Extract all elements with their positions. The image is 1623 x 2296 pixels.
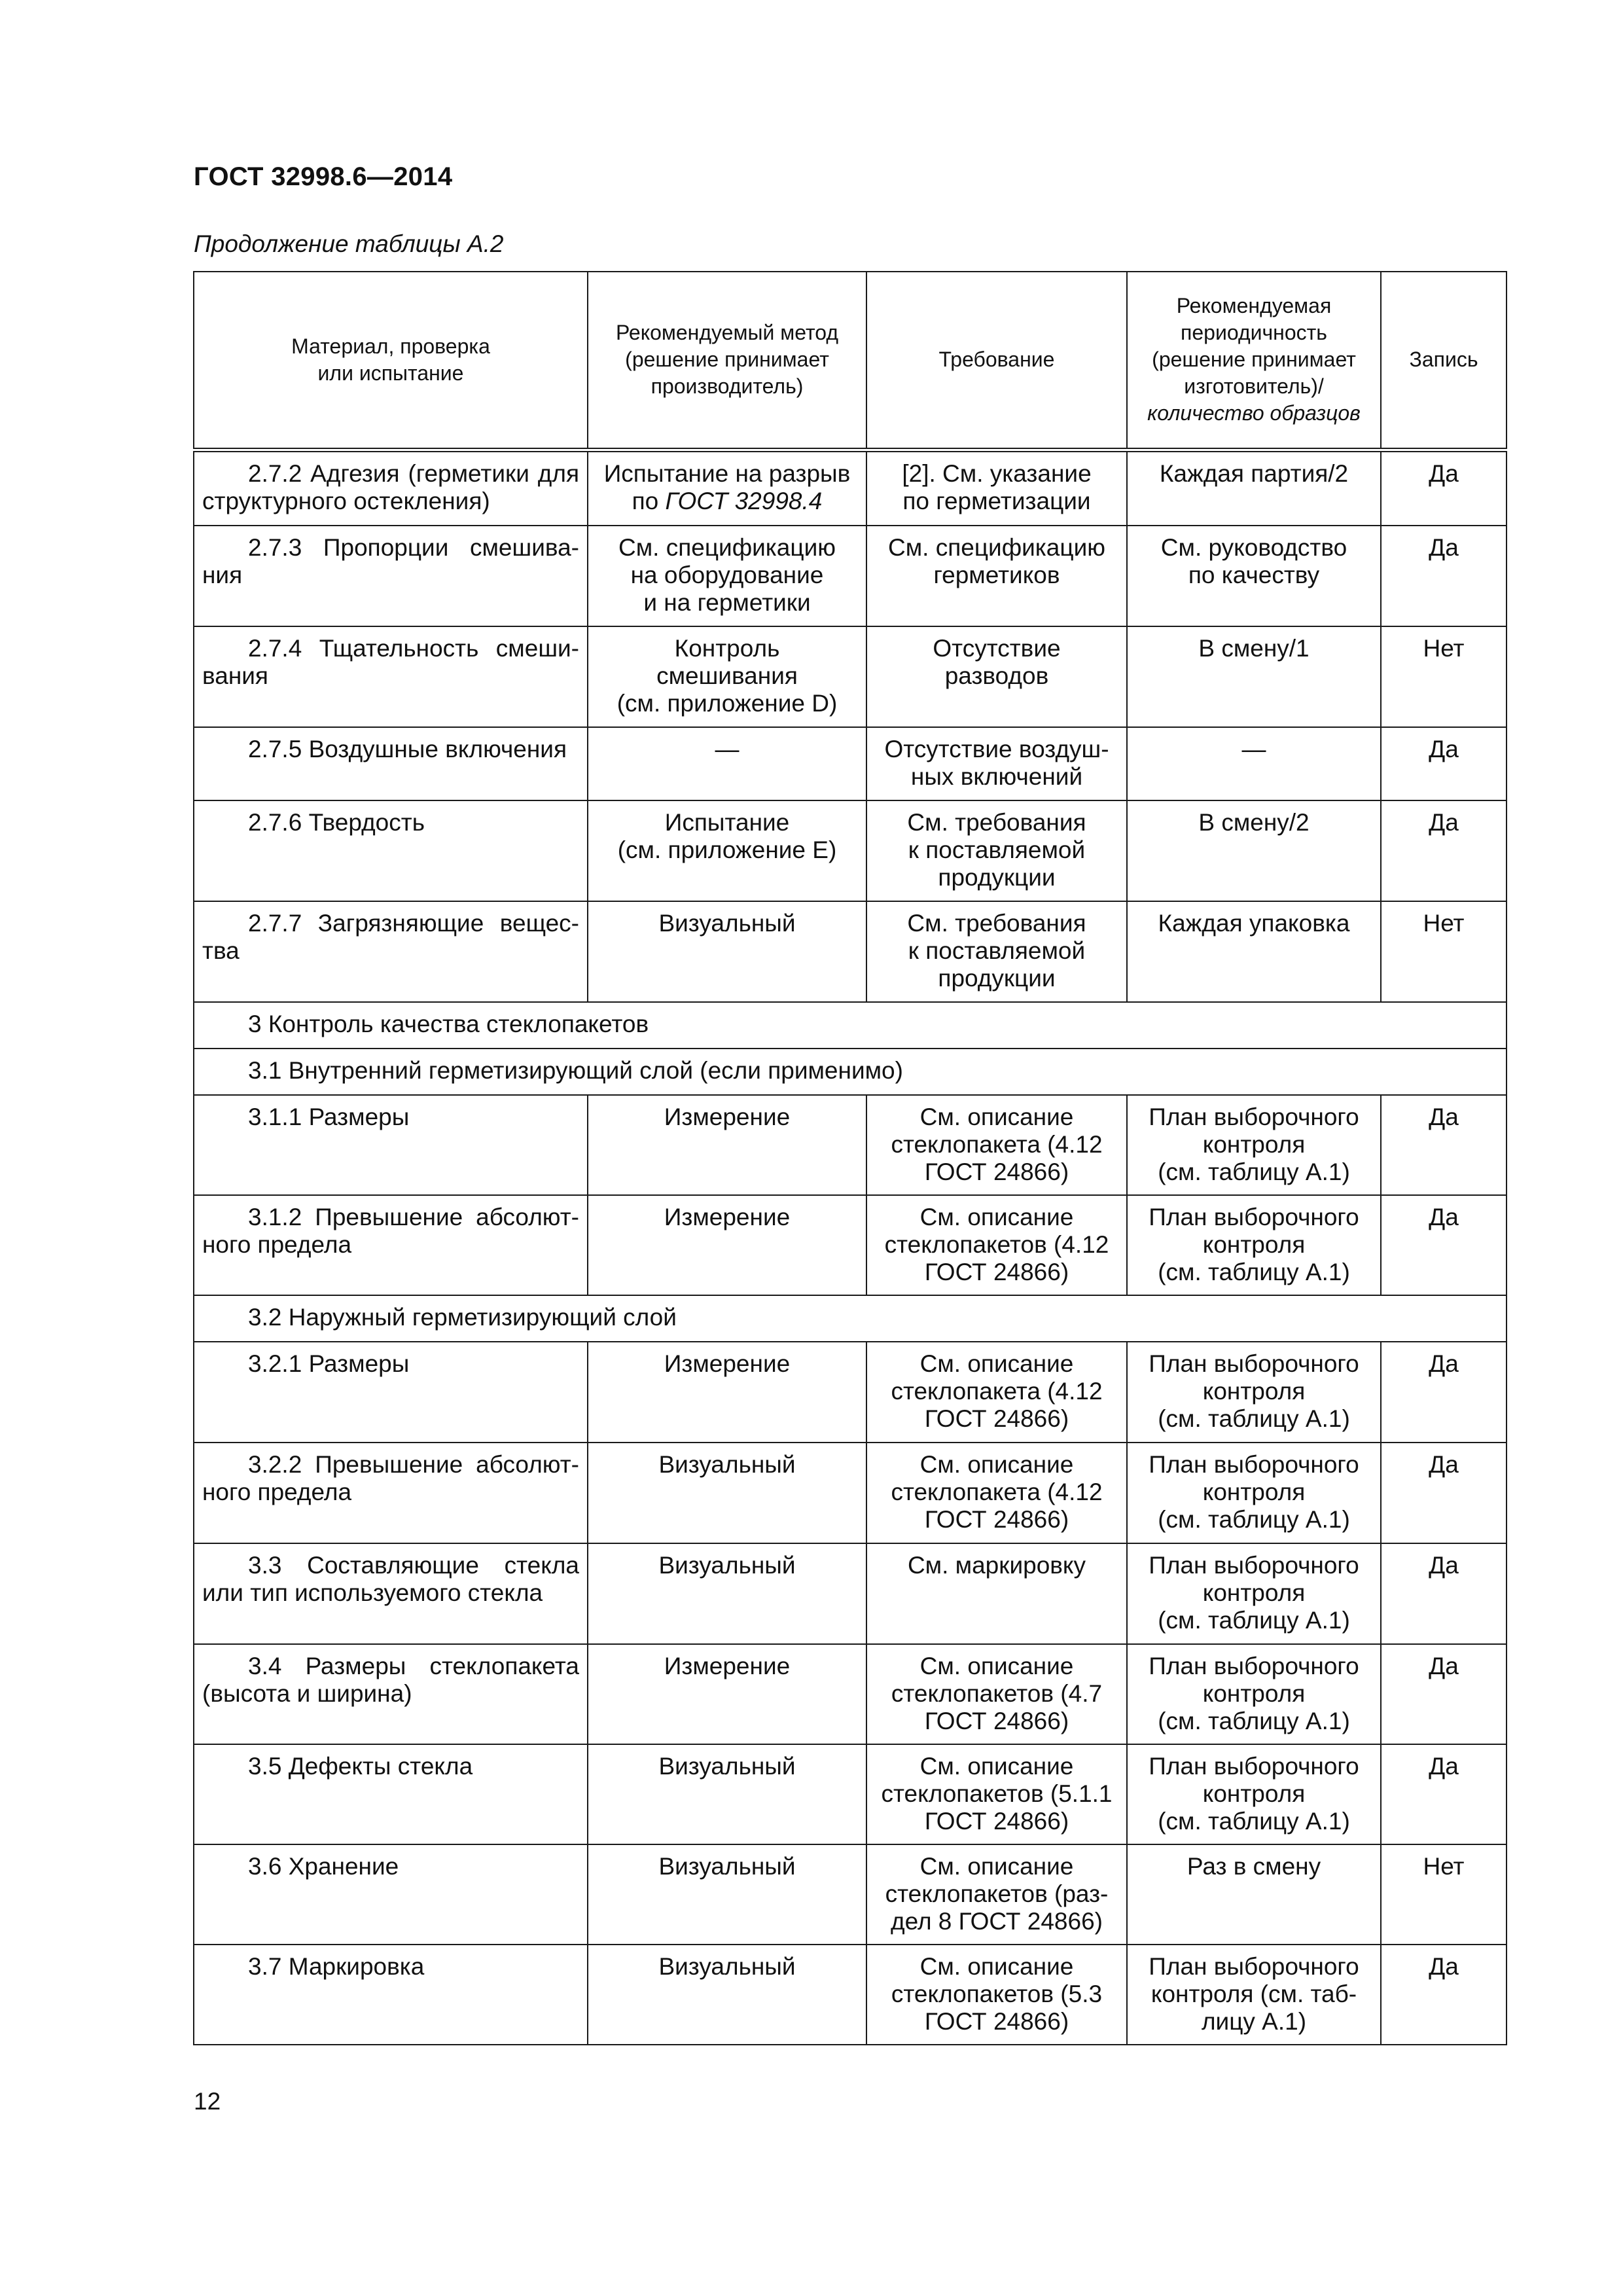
section-row (194, 1295, 1507, 1342)
cell-periodicity: План выборочного контроля (см. таблицу А.1) (1127, 1195, 1381, 1295)
cell-material (194, 1195, 588, 1295)
table-row (194, 1945, 1507, 2045)
cell-method-text: Испытание на разрыв по (603, 459, 851, 514)
cell-material-text: 3.7 Маркировка (248, 1953, 425, 1980)
cell-periodicity: Каждая партия/2 (1127, 450, 1381, 526)
cell-material-text: 3.6 Хранение (248, 1853, 399, 1880)
cell-requirement: См. описание стеклопакета (4.12 ГОСТ 24866) (866, 1443, 1127, 1543)
cell-material-text: 3.2.1 Размеры (248, 1350, 410, 1377)
cell-requirement: См. описание стеклопакетов (4.12 ГОСТ 24866) (866, 1195, 1127, 1295)
cell-method: Визуальный (588, 1744, 866, 1844)
cell-method: — (588, 727, 866, 800)
cell-record: Да (1381, 1744, 1507, 1844)
cell-material (194, 1443, 588, 1543)
cell-material-text: 2.7.2 Адгезия (герметики для структурного остекления) (202, 459, 579, 514)
cell-record: Да (1381, 727, 1507, 800)
cell-periodicity: План выборочного контроля (см. таблицу А.1) (1127, 1342, 1381, 1443)
table-body (194, 450, 1507, 2045)
cell-material-text: 3.1.1 Размеры (248, 1103, 410, 1130)
cell-method: Испытание (см. приложение Е) (588, 800, 866, 901)
cell-material-text: 3.4 Размеры стеклопакета (высота и ширина) (202, 1653, 579, 1707)
cell-material-text: 2.7.6 Твердость (248, 809, 425, 836)
cell-record: Нет (1381, 626, 1507, 727)
header-periodicity-text: Рекомендуемая периодичность (решение принимает изготовитель)/ (1152, 294, 1356, 399)
cell-method (588, 450, 866, 526)
cell-method: Визуальный (588, 901, 866, 1002)
cell-method: Визуальный (588, 1543, 866, 1644)
cell-method: Визуальный (588, 1945, 866, 2045)
table-caption: Продолжение таблицы А.2 (194, 230, 504, 257)
cell-record: Да (1381, 1443, 1507, 1543)
cell-requirement: Отсутствие разводов (866, 626, 1127, 727)
cell-method: Визуальный (588, 1844, 866, 1945)
cell-material-text: 2.7.7 Загрязняющие вещес-тва (202, 910, 579, 964)
table-row (194, 901, 1507, 1002)
table-row (194, 1644, 1507, 1744)
document-title: ГОСТ 32998.6—2014 (194, 162, 453, 191)
table-row (194, 450, 1507, 526)
cell-material (194, 450, 588, 526)
cell-record: Да (1381, 1342, 1507, 1443)
header-material: Материал, проверка или испытание (194, 272, 588, 450)
cell-periodicity: Каждая упаковка (1127, 901, 1381, 1002)
section-heading-text: 3 Контроль качества стеклопакетов (248, 1011, 649, 1037)
cell-method: Измерение (588, 1644, 866, 1744)
cell-record: Да (1381, 1644, 1507, 1744)
cell-periodicity: См. руководство по качеству (1127, 526, 1381, 626)
cell-requirement: [2]. См. указание по герметизации (866, 450, 1127, 526)
table-row (194, 1095, 1507, 1195)
cell-requirement: См. описание стеклопакетов (5.1.1 ГОСТ 24866) (866, 1744, 1127, 1844)
cell-requirement: См. требования к поставляемой продукции (866, 901, 1127, 1002)
cell-periodicity: План выборочного контроля (см. таблицу А.1) (1127, 1744, 1381, 1844)
table-row (194, 727, 1507, 800)
header-record: Запись (1381, 272, 1507, 450)
table-row (194, 626, 1507, 727)
table-row (194, 526, 1507, 626)
table-row (194, 1543, 1507, 1644)
cell-requirement: См. маркировку (866, 1543, 1127, 1644)
cell-requirement: См. описание стеклопакетов (4.7 ГОСТ 24866) (866, 1644, 1127, 1744)
cell-requirement: См. требования к поставляемой продукции (866, 800, 1127, 901)
cell-material-text: 3.1.2 Превышение абсолют-ного предела (202, 1204, 579, 1258)
cell-material (194, 526, 588, 626)
cell-material (194, 1342, 588, 1443)
cell-material (194, 1543, 588, 1644)
cell-record: Да (1381, 800, 1507, 901)
cell-material-text: 2.7.4 Тщательность смеши-вания (202, 635, 579, 689)
cell-method: Визуальный (588, 1443, 866, 1543)
table-header-row (194, 272, 1507, 450)
cell-periodicity: План выборочного контроля (см. таблицу А.1) (1127, 1644, 1381, 1744)
cell-method: См. спецификацию на оборудование и на герметики (588, 526, 866, 626)
cell-material (194, 1644, 588, 1744)
cell-record: Нет (1381, 1844, 1507, 1945)
cell-method: Измерение (588, 1342, 866, 1443)
cell-material-text: 3.2.2 Превышение абсолют-ного предела (202, 1451, 579, 1505)
cell-record: Да (1381, 1195, 1507, 1295)
header-method: Рекомендуемый метод (решение принимает производитель) (588, 272, 866, 450)
cell-material (194, 626, 588, 727)
cell-periodicity: В смену/1 (1127, 626, 1381, 727)
page-number: 12 (194, 2088, 221, 2115)
cell-periodicity: План выборочного контроля (см. таблицу А.1) (1127, 1443, 1381, 1543)
header-periodicity (1127, 272, 1381, 450)
section-heading-text: 3.1 Внутренний герметизирующий слой (если применимо) (248, 1057, 903, 1084)
cell-periodicity: Раз в смену (1127, 1844, 1381, 1945)
cell-method: Измерение (588, 1195, 866, 1295)
cell-record: Да (1381, 1095, 1507, 1195)
table-row (194, 1342, 1507, 1443)
cell-record: Да (1381, 450, 1507, 526)
cell-requirement: См. описание стеклопакета (4.12 ГОСТ 24866) (866, 1342, 1127, 1443)
section-heading (194, 1295, 1507, 1342)
header-requirement: Требование (866, 272, 1127, 450)
cell-method: Контроль смешивания (см. приложение D) (588, 626, 866, 727)
cell-material-text: 3.5 Дефекты стекла (248, 1753, 473, 1780)
cell-periodicity: — (1127, 727, 1381, 800)
cell-material-text: 2.7.3 Пропорции смешива-ния (202, 534, 579, 588)
cell-requirement: Отсутствие воздуш- ных включений (866, 727, 1127, 800)
section-heading (194, 1049, 1507, 1095)
cell-method: Измерение (588, 1095, 866, 1195)
requirements-table (193, 271, 1507, 2045)
table-row (194, 1844, 1507, 1945)
cell-material (194, 1744, 588, 1844)
section-row (194, 1049, 1507, 1095)
cell-periodicity: План выборочного контроля (см. таблицу А.1) (1127, 1543, 1381, 1644)
cell-material (194, 1095, 588, 1195)
cell-material (194, 901, 588, 1002)
cell-periodicity: План выборочного контроля (см. таб- лицу А.1) (1127, 1945, 1381, 2045)
cell-requirement: См. описание стеклопакета (4.12 ГОСТ 24866) (866, 1095, 1127, 1195)
cell-method-standard: ГОСТ 32998.4 (665, 487, 823, 514)
section-row (194, 1002, 1507, 1049)
section-heading (194, 1002, 1507, 1049)
cell-material (194, 727, 588, 800)
cell-requirement: См. описание стеклопакетов (раз- дел 8 ГОСТ 24866) (866, 1844, 1127, 1945)
cell-periodicity: План выборочного контроля (см. таблицу А.1) (1127, 1095, 1381, 1195)
cell-material (194, 800, 588, 901)
cell-requirement: См. описание стеклопакетов (5.3 ГОСТ 24866) (866, 1945, 1127, 2045)
table-row (194, 800, 1507, 901)
cell-material-text: 2.7.5 Воздушные включения (248, 736, 567, 762)
header-periodicity-italic: количество образцов (1147, 401, 1361, 425)
cell-record: Нет (1381, 901, 1507, 1002)
cell-record: Да (1381, 1543, 1507, 1644)
cell-material (194, 1945, 588, 2045)
cell-requirement: См. спецификацию герметиков (866, 526, 1127, 626)
table-row (194, 1443, 1507, 1543)
cell-material-text: 3.3 Составляющие стекла или тип используемого стекла (202, 1552, 579, 1606)
cell-material (194, 1844, 588, 1945)
section-heading-text: 3.2 Наружный герметизирующий слой (248, 1304, 677, 1331)
table-row (194, 1195, 1507, 1295)
cell-periodicity: В смену/2 (1127, 800, 1381, 901)
table-row (194, 1744, 1507, 1844)
cell-record: Да (1381, 526, 1507, 626)
cell-record: Да (1381, 1945, 1507, 2045)
